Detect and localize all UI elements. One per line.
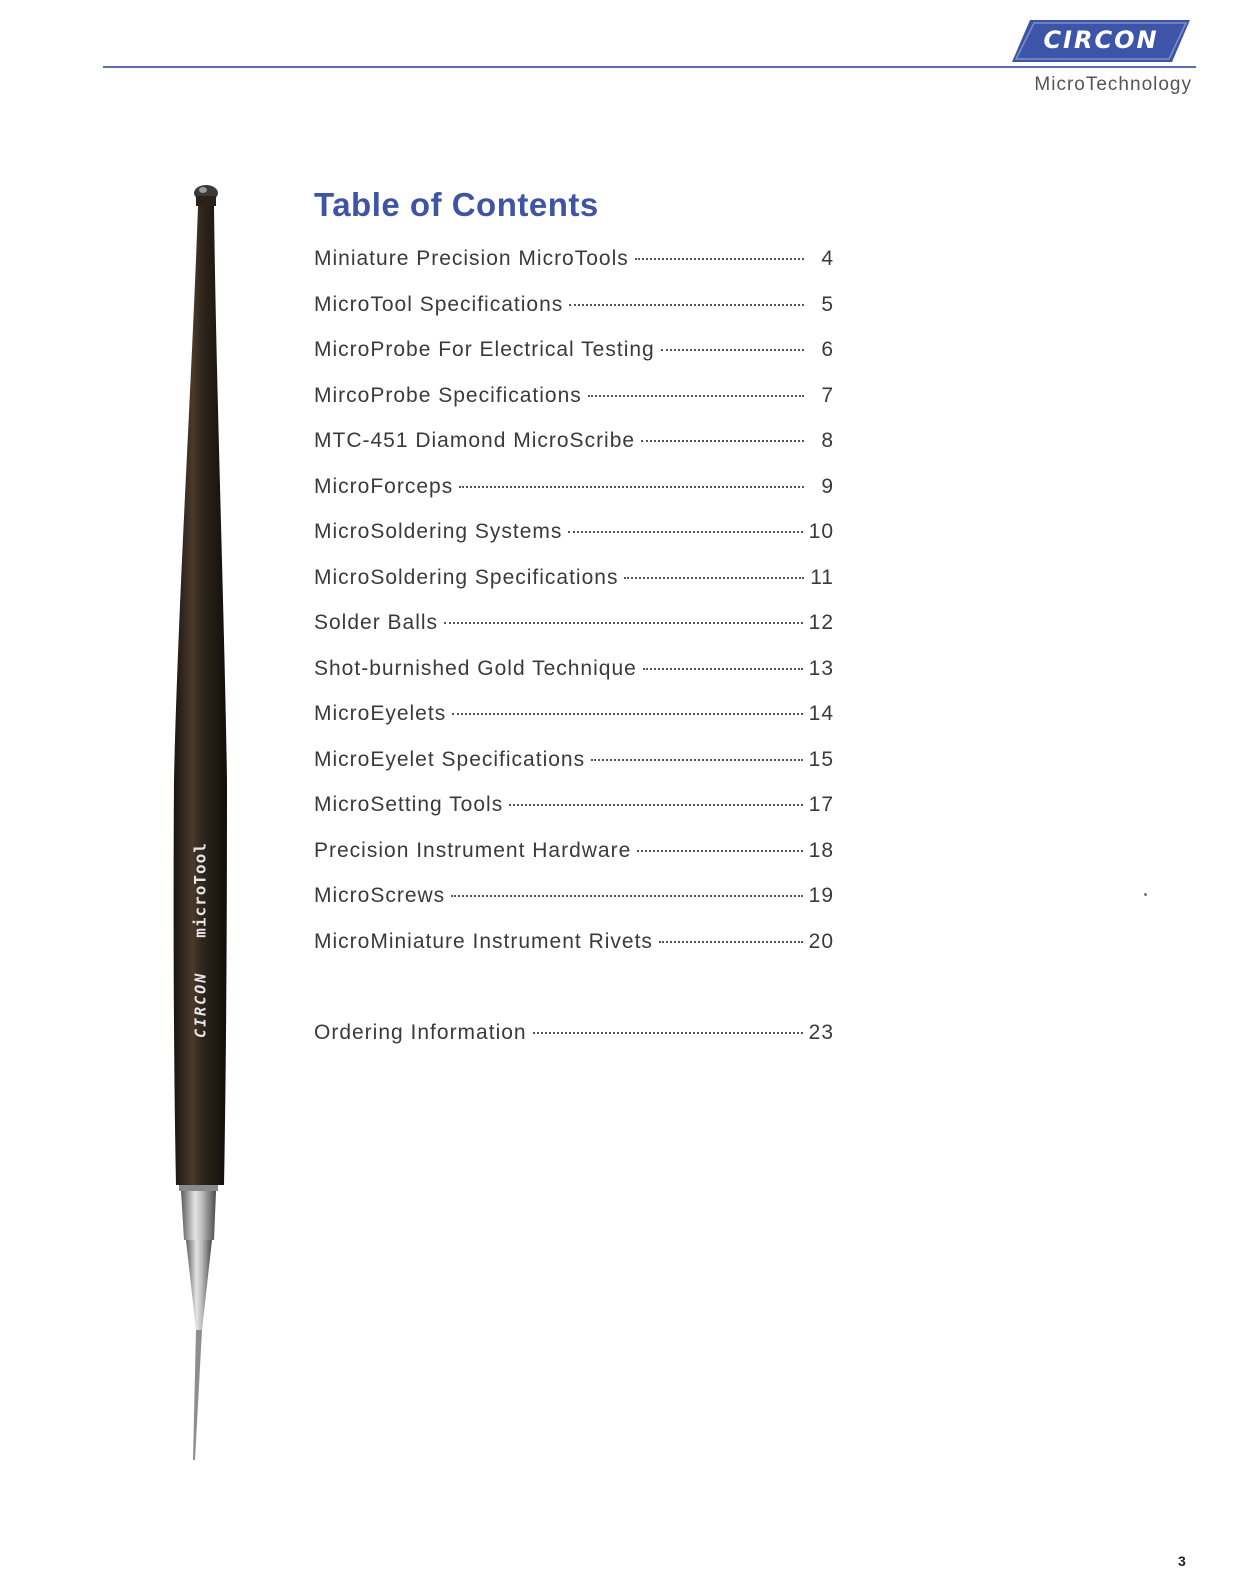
tool-engraving <box>191 842 210 1038</box>
toc-entry-page: 18 <box>808 838 834 862</box>
print-speck <box>1144 893 1147 896</box>
toc-entry-label: MicroScrews <box>314 884 446 907</box>
microtool-photo <box>160 180 240 1470</box>
toc-leader-dots <box>451 895 802 897</box>
toc-leader-dots <box>635 258 804 260</box>
tool-model-text: microTool <box>190 842 210 938</box>
toc-entry[interactable] <box>314 691 834 737</box>
toc-leader-dots <box>641 440 804 442</box>
toc-entry-page: 8 <box>821 429 834 452</box>
toc-leader-dots <box>659 941 803 943</box>
toc-entry-page: 9 <box>821 474 834 498</box>
toc-entry-page: 12 <box>808 611 834 634</box>
toc-entry[interactable] <box>314 919 834 965</box>
toc-leader-dots <box>569 304 804 306</box>
logo-text: CIRCON <box>1043 26 1159 54</box>
toc-leader-dots <box>509 804 802 806</box>
toc-entry-label: MicroEyelet Specifications <box>314 747 586 771</box>
toc-leader-dots <box>643 668 803 670</box>
page-number: 3 <box>1178 1553 1186 1569</box>
toc-entry[interactable] <box>314 327 834 373</box>
toc-entry-label: Shot-burnished Gold Technique <box>314 656 637 680</box>
toc-entry-label: Miniature Precision MicroTools <box>314 247 629 270</box>
toc-entry-label: MircoProbe Specifications <box>314 383 582 407</box>
toc-entry[interactable] <box>314 282 834 328</box>
table-of-contents <box>314 184 834 1056</box>
toc-leader-dots <box>588 395 804 397</box>
toc-entry-label: Solder Balls <box>314 611 439 634</box>
toc-title: Table of Contents <box>314 186 599 223</box>
toc-leader-dots <box>591 759 803 761</box>
toc-entry[interactable] <box>314 509 834 555</box>
toc-leader-dots <box>661 349 804 351</box>
toc-entry-page: 23 <box>808 1021 834 1044</box>
toc-entry-page: 4 <box>821 247 834 270</box>
toc-entry-page: 19 <box>808 884 834 907</box>
toc-entry[interactable] <box>314 782 834 828</box>
toc-entry[interactable] <box>314 828 834 874</box>
header-rule <box>103 66 1196 68</box>
toc-entry[interactable] <box>314 373 834 419</box>
toc-entry-label: MicroMiniature Instrument Rivets <box>314 929 653 953</box>
toc-list <box>314 236 834 1056</box>
toc-entry[interactable] <box>314 464 834 510</box>
toc-entry[interactable] <box>314 873 834 919</box>
toc-entry[interactable] <box>314 600 834 646</box>
toc-entry[interactable] <box>314 555 834 601</box>
toc-entry[interactable] <box>314 418 834 464</box>
toc-entry-label: Precision Instrument Hardware <box>314 838 632 862</box>
toc-entry-page: 5 <box>821 292 834 316</box>
toc-entry-page: 6 <box>821 338 834 361</box>
toc-entry[interactable] <box>314 737 834 783</box>
circon-logo <box>1012 20 1190 62</box>
toc-entry-label: MicroSoldering Systems <box>314 520 563 543</box>
toc-entry-page: 14 <box>808 702 834 725</box>
toc-entry-label: Ordering Information <box>314 1021 527 1044</box>
toc-entry[interactable] <box>314 236 834 282</box>
toc-entry-page: 7 <box>821 383 834 407</box>
toc-leader-dots <box>459 486 804 488</box>
toc-leader-dots <box>624 577 804 579</box>
toc-leader-dots <box>452 713 802 715</box>
toc-entry-label: MTC-451 Diamond MicroScribe <box>314 429 636 452</box>
toc-entry-page: 10 <box>808 520 834 543</box>
toc-entry-label: MicroForceps <box>314 474 454 498</box>
toc-leader-dots <box>533 1032 803 1034</box>
toc-entry-page: 11 <box>810 565 834 589</box>
toc-entry-label: MicroSetting Tools <box>314 793 504 816</box>
toc-entry-label: MicroProbe For Electrical Testing <box>314 338 655 361</box>
toc-leader-dots <box>568 531 802 533</box>
toc-leader-dots <box>637 850 802 852</box>
toc-entry[interactable] <box>314 646 834 692</box>
toc-entry-page: 15 <box>808 747 834 771</box>
tool-brand-text: CIRCON <box>191 971 210 1038</box>
toc-entry-label: MicroSoldering Specifications <box>314 565 619 589</box>
toc-entry-page: 13 <box>808 656 834 680</box>
toc-entry-ordering[interactable] <box>314 1010 834 1056</box>
brand-subtitle: MicroTechnology <box>1034 74 1192 95</box>
toc-entry-label: MicroEyelets <box>314 702 447 725</box>
toc-entry-label: MicroTool Specifications <box>314 292 564 316</box>
toc-entry-page: 20 <box>808 929 834 953</box>
toc-leader-dots <box>444 622 803 624</box>
toc-entry-page: 17 <box>808 793 834 816</box>
